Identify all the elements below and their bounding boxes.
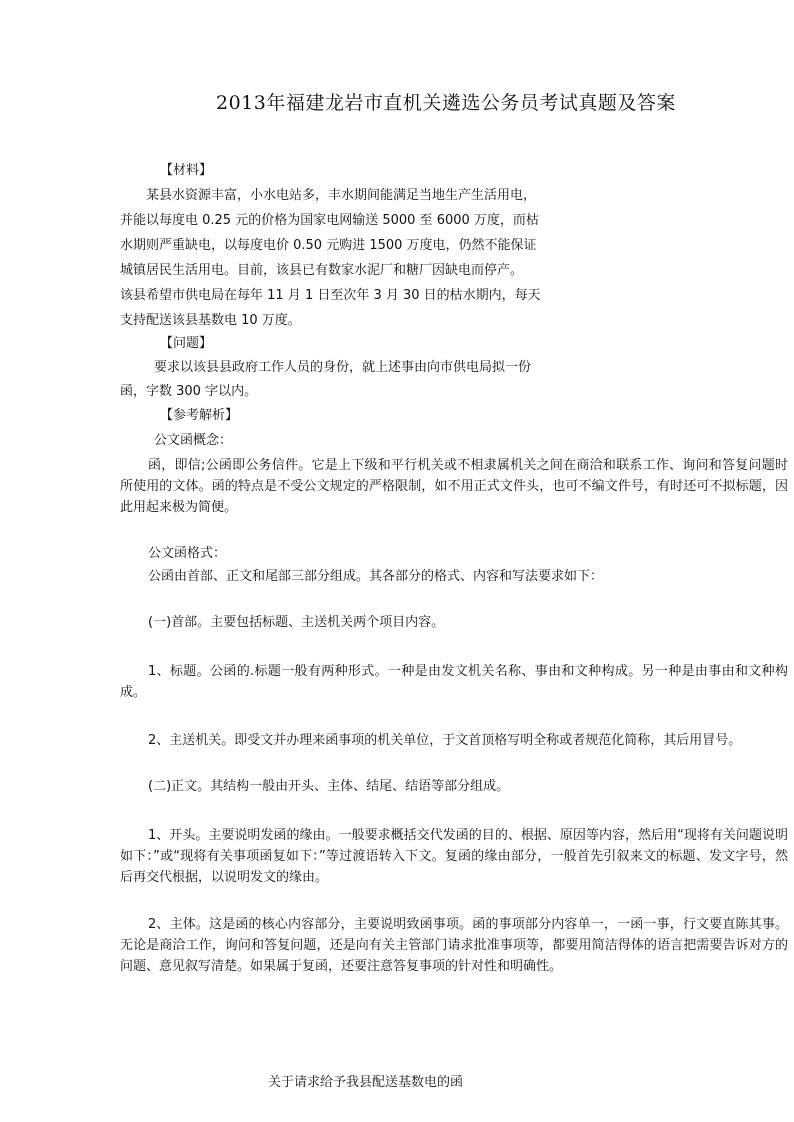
material-heading: 【材料】	[160, 163, 213, 178]
analysis-heading: 【参考解析】	[160, 408, 239, 423]
concept-paragraph: 函，即信;公函即公务信件。它是上下级和平行机关或不相隶属机关之间在商洽和联系工作、询问和答复问题时所使用的文体。函的特点是不受公文规定的严格限制，如不用正式文件头，也可不编文件号，有时还可不拟标题，因此用起来极为简便。	[120, 458, 788, 515]
question-line-2: 函，字数 300 字以内。	[120, 384, 258, 399]
question-line-1: 要求以该县县政府工作人员的身份，就上述事由向市供电局拟一份	[154, 360, 532, 375]
section-body-part: (二)正文。其结构一般由开头、主体、结尾、结语等部分组成。	[148, 779, 510, 794]
question-heading: 【问题】	[160, 336, 213, 351]
section-main-item: 2、主体。这是函的核心内容部分，主要说明致函事项。函的事项部分内容单一，一函一事，行文要直陈其事。无论是商洽工作，询问和答复问题，还是向有关主管部门请求批准事项等，都要用简洁得体的语言把需要告诉对方的问题、意见叙写清楚。如果属于复函，还要注意答复事项的针对性和明确性。	[120, 917, 788, 974]
material-line-6: 支持配送该县基数电 10 万度。	[120, 313, 301, 328]
letter-title: 关于请求给予我县配送基数电的函	[268, 1075, 464, 1090]
section-header-part: (一)首部。主要包括标题、主送机关两个项目内容。	[148, 615, 445, 630]
concept-heading: 公文函概念：	[154, 433, 233, 448]
format-heading: 公文函格式：	[148, 546, 227, 561]
section-title-item: 1、标题。公函的.标题一般有两种形式。一种是由发文机关名称、事由和文种构成。另一种是由事由和文种构成。	[120, 664, 788, 700]
material-line-3: 水期则严重缺电，以每度电价 0.50 元购进 1500 万度电，仍然不能保证	[120, 238, 537, 253]
material-line-2: 并能以每度电 0.25 元的价格为国家电网输送 5000 至 6000 万度，而枯	[120, 213, 539, 228]
material-line-5: 该县希望市供电局在每年 11 月 1 日至次年 3 月 30 日的枯水期内，每天	[120, 288, 541, 303]
document-title: 2013年福建龙岩市直机关遴选公务员考试真题及答案	[216, 92, 676, 114]
material-line-4: 城镇居民生活用电。目前，该县已有数家水泥厂和糖厂因缺电而停产。	[120, 263, 524, 278]
section-opening-item: 1、开头。主要说明发函的缘由。一般要求概括交代发函的目的、根据、原因等内容，然后用“现将有关问题说明如下：”或“现将有关事项函复如下：”等过渡语转入下文。复函的缘由部分，一般首先引叙来文的标题、发文字号，然后再交代根据，以说明发文的缘由。	[120, 828, 788, 885]
format-intro: 公函由首部、正文和尾部三部分组成。其各部分的格式、内容和写法要求如下：	[148, 569, 604, 584]
material-line-1: 某县水资源丰富，小水电站多，丰水期间能满足当地生产生活用电，	[146, 188, 537, 203]
section-recipient-item: 2、主送机关。即受文并办理来函事项的机关单位，于文首顶格写明全称或者规范化简称，其后用冒号。	[148, 733, 742, 748]
